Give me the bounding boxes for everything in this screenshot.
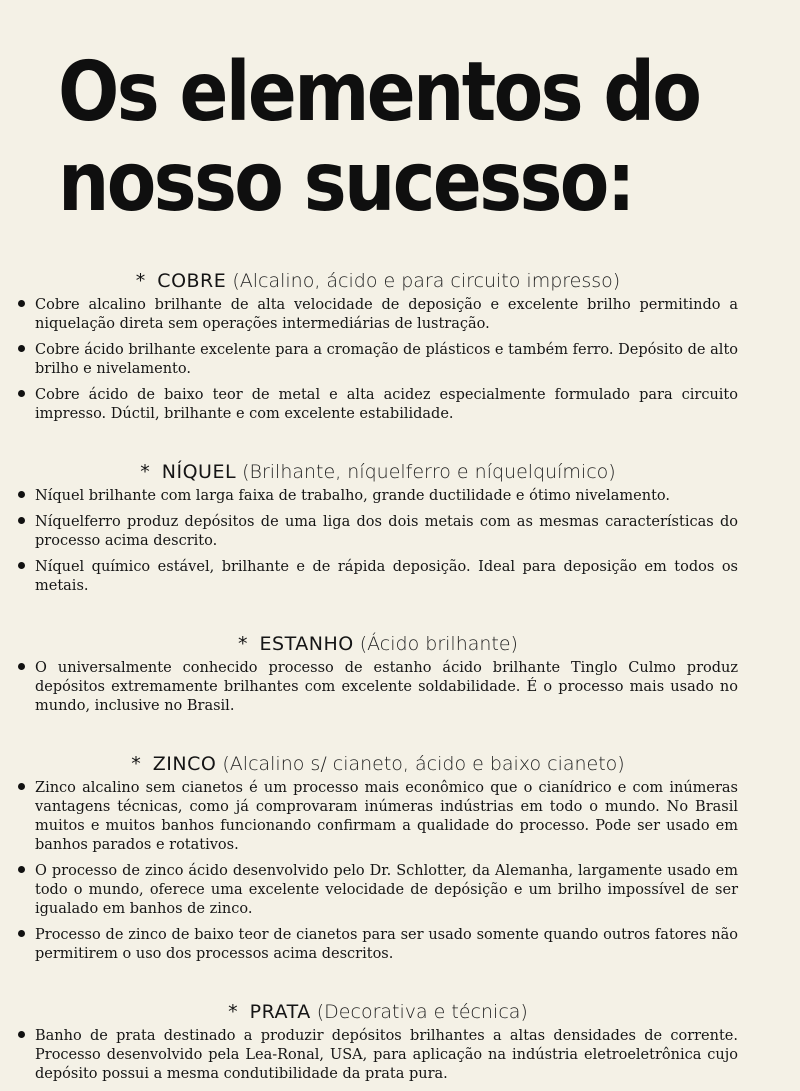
section-name: NÍQUEL [161,461,237,483]
section-cobre [18,268,738,424]
section-name: PRATA [249,1001,311,1023]
section-heading [18,751,738,777]
list-item: Níquel químico estável, brilhante e de rápida deposição. Ideal para deposição em todos os metais. [18,558,738,596]
title-line-1: Os elementos do [58,45,700,140]
section-heading [18,459,738,485]
asterisk-icon: * [140,461,150,483]
section-heading [18,999,738,1025]
list-item: O universalmente conhecido processo de estanho ácido brilhante Tinglo Culmo produz depósitos extremamente brilhantes com excelente soldabilidade. É o processo mais usado no mundo, inclusive no Brasil. [18,659,738,716]
list-item: Zinco alcalino sem cianetos é um processo mais econômico que o cianídrico e com inúmeras vantagens técnicas, como já comprovaram inúmeras indústrias em todo o mundo. No Brasil muitos e muitos banhos funcionando confirmam a qualidade do processo. Pode ser usado em banhos parados e rotativos. [18,779,738,855]
section-estanho [18,631,738,716]
section-zinco [18,751,738,964]
list-item: Cobre ácido de baixo teor de metal e alta acidez especialmente formulado para circuito impresso. Dúctil, brilhante e com excelente estabilidade. [18,386,738,424]
asterisk-icon: * [228,1001,238,1023]
list-item: O processo de zinco ácido desenvolvido pelo Dr. Schlotter, da Alemanha, largamente usado em todo o mundo, oferece uma excelente velocidade de depósição e um brilho impossível de ser igualado em banhos de zinco. [18,862,738,919]
section-description: (Brilhante, níquelferro e níquelquímico) [242,461,616,483]
section-name: ESTANHO [259,633,354,655]
section-description: (Ácido brilhante) [359,633,518,655]
asterisk-icon: * [131,753,141,775]
section-niquel [18,459,738,596]
section-description: (Alcalino, ácido e para circuito impresso) [232,270,621,292]
section-name: ZINCO [152,753,217,775]
list-item: Níquelferro produz depósitos de uma liga dos dois metais com as mesmas características do processo acima descrito. [18,513,738,551]
section-prata [18,999,738,1084]
list-item: Cobre ácido brilhante excelente para a cromação de plásticos e também ferro. Depósito de alto brilho e nivelamento. [18,341,738,379]
section-heading [18,268,738,294]
asterisk-icon: * [135,270,146,292]
list-item: Banho de prata destinado a produzir depósitos brilhantes a altas densidades de corrente. Processo desenvolvido pela Lea-Ronal, USA, para aplicação na indústria eletroeletrônica cujo depósito possui a mesma condutibilidade da prata pura. [18,1027,738,1084]
page-title [58,45,700,230]
asterisk-icon: * [238,633,248,655]
section-heading [18,631,738,657]
section-description: (Decorativa e técnica) [316,1001,528,1023]
list-item: Níquel brilhante com larga faixa de trabalho, grande ductilidade e ótimo nivelamento. [18,487,738,506]
list-item: Cobre alcalino brilhante de alta velocidade de deposição e excelente brilho permitindo a niquelação direta sem operações intermediárias de lustração. [18,296,738,334]
sections [18,268,738,1091]
list-item: Processo de zinco de baixo teor de cianetos para ser usado somente quando outros fatores não permitirem o uso dos processos acima descritos. [18,926,738,964]
title-line-2: nosso sucesso: [58,135,633,230]
section-description: (Alcalino s/ cianeto, ácido e baixo cianeto) [222,753,625,775]
section-name: COBRE [157,270,227,292]
